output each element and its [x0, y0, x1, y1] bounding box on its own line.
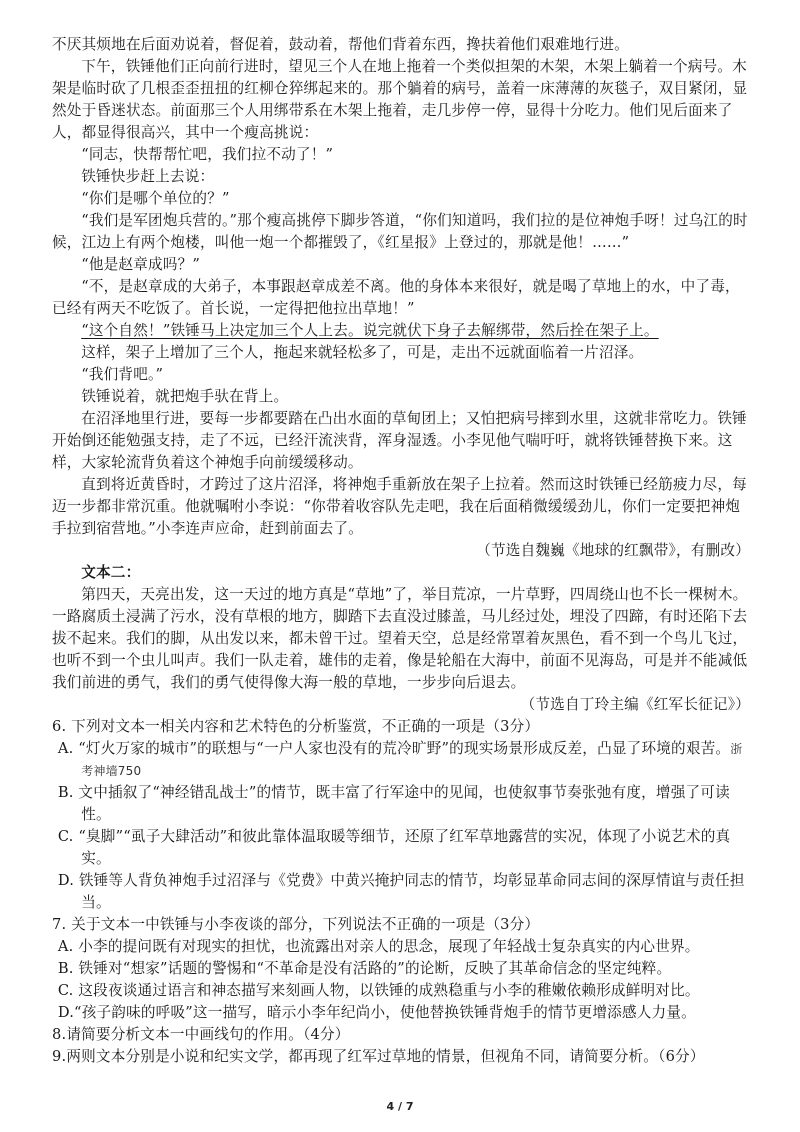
- text2-heading: 文本二：: [81, 564, 141, 581]
- text1-paragraph: 这样，架子上增加了三个人，拖起来就轻松多了，可是，走出不远就面临着一片沼泽。: [81, 344, 644, 361]
- text1-paragraph: 在沼泽地里行进，要每一步都要踏在凸出水面的草甸团上；又怕把病号摔到水里，这就非常吃力。铁锤开始倒还能勉强支持，走了不远，已经汗流浃背，浑身湿透。小李见他气喘吁吁，就将铁锤替换下来。这样，大家轮流背负着这个神炮手向前缓缓移动。: [52, 410, 747, 471]
- text1-paragraph: 下午，铁锤他们正向前行进时，望见三个人在地上拖着一个类似担架的木架，木架上躺着一个病号。木架是临时砍了几根歪歪扭扭的红柳仓猝绑起来的。那个躺着的病号，盖着一床薄薄的灰毯子，双目紧闭，显然处于昏迷状态。前面那三个人用绑带系在木架上拖着，走几步停一停，显得十分吃力。他们见后面来了人，都显得很高兴，其中一个瘦高挑说：: [52, 58, 748, 141]
- question-6-option-c: C. “臭脚”“虱子大肆活动”和彼此靠体温取暖等细节，还原了红军草地露营的实况，体现了小说艺术的真实。: [57, 828, 731, 867]
- text1-paragraph: “你们是哪个单位的？”: [81, 190, 230, 207]
- question-6-stem: 6. 下列对文本一相关内容和艺术特色的分析鉴赏，不正确的一项是（3分）: [52, 718, 540, 735]
- page-number: 4 / 7: [386, 1100, 414, 1113]
- question-7-option-c: C. 这段夜谈通过语言和神态描写来刻画人物，以铁锤的成熟稳重与小李的稚嫩依赖形成鲜明对比。: [57, 982, 700, 999]
- text1-paragraph: “我们是军团炮兵营的。”那个瘦高挑停下脚步答道，“你们知道吗，我们拉的是位神炮手呀！过乌江的时候，江边上有两个炮楼，叫他一炮一个都摧毁了，《红星报》上登过的，那就是他！……”: [52, 212, 748, 251]
- option-a-text: A. “灯火万家的城市”的联想与“一户人家也没有的荒冷旷野”的现实场景形成反差，凸显了环境的艰苦。: [57, 740, 731, 757]
- question-9: 9.两则文本分别是小说和纪实文学，都再现了红军过草地的情景，但视角不同，请简要分析。（6分）: [52, 1048, 705, 1065]
- text1-paragraph: “他是赵章成吗？”: [81, 256, 201, 273]
- text1-paragraph: “不，是赵章成的大弟子，本事跟赵章成差不离。他的身体本来很好，就是喝了草地上的水，中了毒，已经有两天不吃饭了。首长说，一定得把他拉出草地！”: [52, 278, 740, 317]
- text1-paragraph: 不厌其烦地在后面劝说着，督促着，鼓动着，帮他们背着东西，搀扶着他们艰难地行进。: [52, 36, 629, 53]
- text1-paragraph: “同志，快帮帮忙吧，我们拉不动了！”: [81, 146, 334, 163]
- text1-paragraph: “这个自然！”铁锤马上决定加三个人上去。说完就伏下身子去解绑带，然后拴在架子上。: [81, 322, 659, 339]
- question-7-option-b: B. 铁锤对“想家”话题的警惕和“不革命是没有活路的”的论断，反映了其革命信念的坚定纯粹。: [57, 960, 672, 977]
- text2-paragraph: 第四天，天亮出发，这一天过的地方真是“草地”了，举目荒凉，一片草野，四周绕山也不长一棵树木。一路腐质土浸满了污水，没有草根的地方，脚踏下去直没过膝盖，马儿经过处，埋没了四蹄，有时还陷下去拔不起来。我们的脚，从出发以来，都未曾干过。望着天空，总是经常罩着灰黑色，看不到一个鸟儿飞过，也听不到一个虫儿叫声。我们一队走着，雄伟的走着，像是轮船在大海中，前面不见海岛，可是并不能减低我们前进的勇气，我们的勇气使得像大海一般的草地，一步步向后退去。: [52, 586, 748, 691]
- page-content: [52, 34, 752, 1068]
- question-6-option-b: B. 文中插叙了“神经错乱战士”的情节，既丰富了行军途中的见闻，也使叙事节奏张弛有度，增强了可读性。: [57, 784, 730, 823]
- text2-source: （节选自丁玲主编《红军长征记》）: [520, 696, 750, 713]
- question-7-option-d: D.“孩子韵味的呼吸”这一描写，暗示小李年纪尚小，使他替换铁锤背炮手的情节更增添感人力量。: [57, 1004, 696, 1021]
- watermark-text: 浙考神墙750: [81, 742, 743, 778]
- text1-paragraph: 直到将近黄昏时，才跨过了这片沼泽，将神炮手重新放在架子上拉着。然而这时铁锤已经筋疲力尽，每迈一步都非常沉重。他就嘱咐小李说：“你带着收容队先走吧，我在后面稍微缓缓劲儿，你们一定要把神炮手拉到宿营地。”小李连声应命，赶到前面去了。: [52, 476, 747, 537]
- question-7-stem: 7. 关于文本一中铁锤与小李夜谈的部分，下列说法不正确的一项是（3分）: [52, 916, 540, 933]
- question-7-option-a: A. 小李的提问既有对现实的担忧，也流露出对亲人的思念，展现了年轻战士复杂真实的内心世界。: [57, 938, 700, 955]
- text1-paragraph: 铁锤快步赶上去说：: [81, 168, 215, 185]
- question-6-option-a: [58, 738, 752, 782]
- question-6-option-d: D. 铁锤等人背负神炮手过沼泽与《党费》中黄兴掩护同志的情节，均彰显革命同志间的深厚情谊与责任担当。: [57, 872, 745, 911]
- text1-body: [52, 34, 752, 540]
- text1-paragraph: 铁锤说着，就把炮手驮在背上。: [81, 388, 289, 405]
- question-8: 8.请简要分析文本一中画线句的作用。（4分）: [52, 1026, 350, 1043]
- text1-paragraph: “我们背吧。”: [81, 366, 164, 383]
- text1-source: （节选自魏巍《地球的红飘带》，有删改）: [476, 542, 750, 559]
